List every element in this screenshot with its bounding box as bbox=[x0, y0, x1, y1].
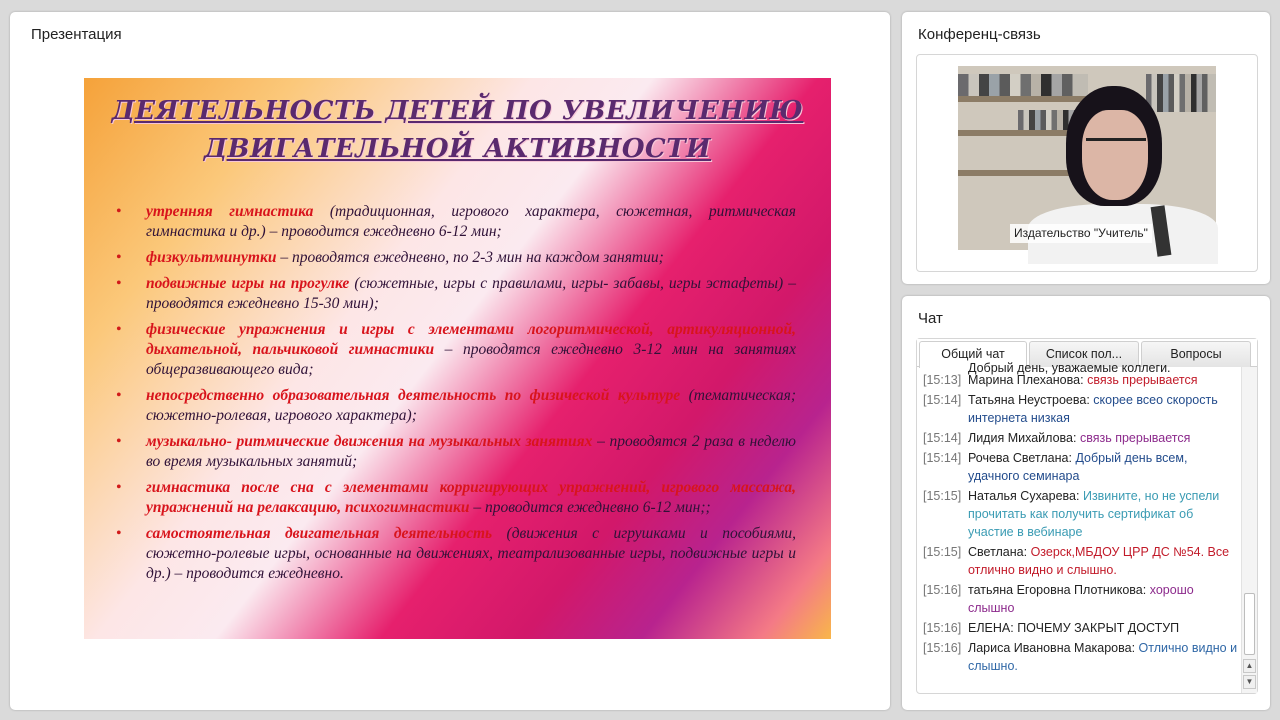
video-caption: Издательство "Учитель" bbox=[1010, 224, 1152, 243]
chat-message-author: Светлана: bbox=[968, 545, 1028, 559]
chat-message bbox=[923, 581, 1241, 617]
chat-message-time: [15:13] bbox=[923, 373, 962, 387]
tab-questions[interactable]: Вопросы bbox=[1141, 341, 1251, 367]
chat-box bbox=[916, 338, 1258, 694]
video-container bbox=[916, 54, 1258, 272]
chat-message-author: Рочева Светлана: bbox=[968, 451, 1072, 465]
chat-message bbox=[923, 639, 1241, 675]
chat-panel bbox=[902, 296, 1270, 710]
chat-message-time: [15:15] bbox=[923, 489, 962, 503]
slide-bullet-item bbox=[114, 432, 796, 472]
slide-bullet-highlight: подвижные игры на прогулке bbox=[146, 275, 350, 292]
chat-message-text: Отлично видно и слышно. bbox=[968, 641, 1238, 673]
slide-bullet-text: – проводится ежедневно 6-12 мин;; bbox=[469, 499, 711, 516]
chat-message bbox=[923, 429, 1241, 447]
chat-messages bbox=[917, 361, 1241, 693]
slide-bullet-text: (сюжетные, игры с правилами, игры- забавы, игры эстафеты) – проводятся ежедневно 15-30 мин); bbox=[146, 275, 796, 312]
scroll-up-icon[interactable]: ▲ bbox=[1243, 659, 1256, 673]
slide-bullet-highlight: физические упражнения и игры с элементами логоритмической, артикуляционной, дыхательной, пальчиковой гимнастики bbox=[146, 321, 796, 358]
presenter-face bbox=[1082, 110, 1148, 200]
chat-message-time: [15:14] bbox=[923, 451, 962, 465]
slide-bullet-item bbox=[114, 320, 796, 380]
bookshelf-image bbox=[1146, 74, 1216, 112]
presentation-panel bbox=[10, 12, 890, 710]
chat-message-author: татьяна Егоровна Плотникова: bbox=[968, 583, 1147, 597]
chat-message-author: Наталья Сухарева: bbox=[968, 489, 1080, 503]
chat-scroll-thumb[interactable] bbox=[1244, 593, 1255, 655]
slide-bullet-text: (традиционная, игрового характера, сюжетная, ритмическая гимнастика и др.) – проводится ежедневно 6-12 мин; bbox=[146, 203, 796, 240]
conference-panel bbox=[902, 12, 1270, 284]
chat-title: Чат bbox=[918, 310, 943, 327]
shelf-image bbox=[958, 96, 1098, 102]
chat-message-time: [15:14] bbox=[923, 431, 962, 445]
chat-message-text: Озерск,МБДОУ ЦРР ДС №54. Все отлично видно и слышно. bbox=[968, 545, 1230, 577]
chat-message-text: связь прерывается bbox=[1087, 373, 1198, 387]
slide-heading-line2: ДВИГАТЕЛЬНОЙ АКТИВНОСТИ bbox=[203, 134, 712, 164]
slide-bullet-highlight: гимнастика после сна с элементами корригирующих упражнений, игрового массажа, упражнений на релаксацию, психогимнастики bbox=[146, 479, 796, 516]
chat-message-time: [15:16] bbox=[923, 621, 962, 635]
bookshelf-image bbox=[958, 74, 1088, 96]
chat-message-text: хорошо слышно bbox=[968, 583, 1194, 615]
chat-message bbox=[923, 487, 1241, 541]
chat-message-text: Извините, но не успели прочитать как получить сертификат об участие в вебинаре bbox=[968, 489, 1220, 539]
chat-message-partial bbox=[923, 359, 1241, 375]
chat-message-author: Марина Плеханова: bbox=[968, 373, 1084, 387]
presenter-glasses bbox=[1086, 138, 1146, 150]
slide-bullet-highlight: утренняя гимнастика bbox=[146, 203, 314, 220]
slide-heading bbox=[84, 92, 831, 168]
slide-bullet-item bbox=[114, 524, 796, 584]
chat-message-text: скорее всео скорость интернета низкая bbox=[968, 393, 1218, 425]
tab-general-chat[interactable]: Общий чат bbox=[919, 341, 1027, 368]
slide-bullet-highlight: самостоятельная двигательная деятельность bbox=[146, 525, 493, 542]
chat-message-time: [15:14] bbox=[923, 393, 962, 407]
chat-message bbox=[923, 371, 1241, 389]
slide-bullet-text: (тематическая; сюжетно-ролевая, игрового характера); bbox=[146, 387, 796, 424]
slide-bullet-text: – проводятся ежедневно, по 2-3 мин на каждом занятии; bbox=[276, 249, 664, 266]
slide-bullet-text: – проводятся 2 раза в неделю во время музыкальных занятий; bbox=[146, 433, 796, 470]
slide-bullet-text: – проводятся ежедневно 3-12 мин на занятиях общеразвивающего вида; bbox=[146, 341, 796, 378]
video-feed[interactable] bbox=[958, 66, 1216, 250]
slide-bullet-item bbox=[114, 202, 796, 242]
chat-message-time: [15:15] bbox=[923, 545, 962, 559]
chat-message bbox=[923, 449, 1241, 485]
chat-message-time: [15:16] bbox=[923, 583, 962, 597]
slide-bullet-item bbox=[114, 248, 796, 268]
chat-message bbox=[923, 619, 1241, 637]
chat-message-author: Лариса Ивановна Макарова: bbox=[968, 641, 1136, 655]
slide-bullet-text: (движения с игрушками и пособиями, сюжетно-ролевые игры, основанные на движениях, театрализованные игры, подвижные игры и др.) – проводится ежедневно. bbox=[146, 525, 796, 582]
chat-message-time: [15:16] bbox=[923, 641, 962, 655]
slide-bullet-item bbox=[114, 274, 796, 314]
chat-message-text: Добрый день, уважаемые коллеги. bbox=[968, 361, 1171, 375]
chat-message bbox=[923, 391, 1241, 427]
slide-heading-line1: ДЕЯТЕЛЬНОСТЬ ДЕТЕЙ ПО УВЕЛИЧЕНИЮ bbox=[111, 96, 804, 126]
slide-bullet-item bbox=[114, 478, 796, 518]
scroll-down-icon[interactable]: ▼ bbox=[1243, 675, 1256, 689]
presentation-title: Презентация bbox=[31, 26, 122, 43]
chat-message-text: Добрый день всем, удачного семинара bbox=[968, 451, 1188, 483]
chat-message bbox=[923, 543, 1241, 579]
slide-bullet-list bbox=[114, 202, 796, 590]
chat-message-author: ЕЛЕНА: ПОЧЕМУ ЗАКРЫТ ДОСТУП bbox=[968, 621, 1180, 635]
conference-title: Конференц-связь bbox=[918, 26, 1041, 43]
slide-bullet-highlight: музыкально- ритмические движения на музыкальных занятиях bbox=[146, 433, 593, 450]
chat-message-author: Лидия Михайлова: bbox=[968, 431, 1077, 445]
presentation-slide bbox=[84, 78, 831, 639]
slide-bullet-highlight: непосредственно образовательная деятельность по физической культуре bbox=[146, 387, 681, 404]
chat-message-text: связь прерывается bbox=[1079, 431, 1191, 445]
chat-scrollbar[interactable] bbox=[1241, 367, 1257, 693]
tab-participants-list[interactable]: Список пол... bbox=[1029, 341, 1139, 367]
slide-bullet-item bbox=[114, 386, 796, 426]
slide-bullet-highlight: физкультминутки bbox=[146, 249, 277, 266]
chat-message-author: Татьяна Неустроева: bbox=[968, 393, 1090, 407]
